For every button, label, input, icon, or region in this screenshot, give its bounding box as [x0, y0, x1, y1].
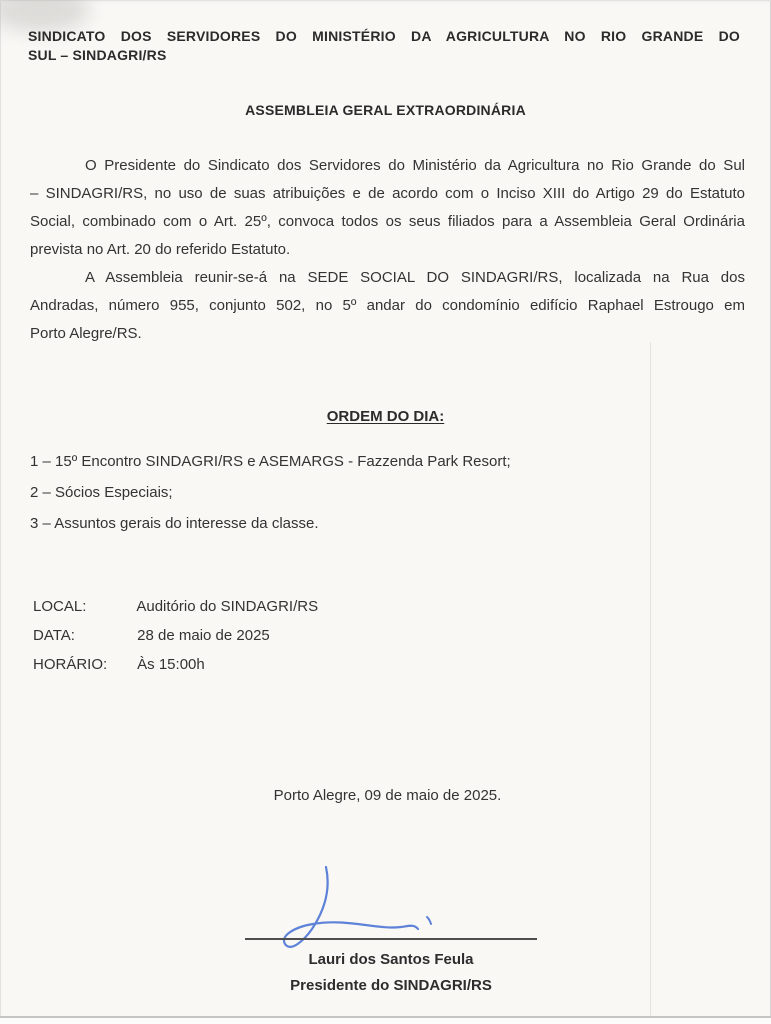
agenda-heading — [0, 408, 771, 425]
signature-block — [245, 855, 537, 1015]
agenda-heading-text: ORDEM DO DIA: — [326, 408, 445, 425]
agenda-item-1: 1 – 15º Encontro SINDAGRI/RS e ASEMARGS - Fazzenda Park Resort; — [30, 453, 511, 470]
detail-value-data: 28 de maio de 2025 — [137, 627, 270, 644]
signature-ink — [245, 855, 537, 955]
scan-artifact-line — [650, 342, 651, 1016]
detail-label-data: DATA: — [33, 627, 75, 644]
paragraph-line: A Assembleia reunir-se-á na SEDE SOCIAL DO SINDAGRI/RS, localizada na Rua dos — [85, 269, 745, 286]
agenda-item-3: 3 – Assuntos gerais do interesse da classe. — [30, 515, 319, 532]
signer-name: Lauri dos Santos Feula — [308, 951, 474, 968]
paragraph-line: Porto Alegre/RS. — [30, 325, 142, 342]
body-text — [30, 152, 745, 348]
scan-bottom-margin — [0, 1018, 771, 1024]
detail-value-local: Auditório do SINDAGRI/RS — [136, 598, 319, 615]
paragraph-line: prevista no Art. 20 do referido Estatuto. — [30, 241, 291, 258]
paragraph-line: Andradas, número 955, conjunto 502, no 5º andar do condomínio edifício Raphael Estrougo em — [30, 297, 745, 314]
document-title: ASSEMBLEIA GERAL EXTRAORDINÁRIA — [245, 102, 526, 118]
detail-row-horario — [33, 650, 318, 679]
org-name — [28, 27, 740, 65]
detail-value-horario: Às 15:00h — [137, 656, 205, 673]
detail-label-local: LOCAL: — [33, 598, 87, 615]
org-name-line-2: SUL – SINDAGRI/RS — [28, 47, 167, 63]
org-name-line-1: SINDICATO DOS SERVIDORES DO MINISTÉRIO DA AGRICULTURA NO RIO GRANDE DO — [28, 28, 740, 44]
detail-row-data — [33, 621, 318, 650]
paragraph-line: – SINDAGRI/RS, no uso de suas atribuições e de acordo com o Inciso XIII do Artigo 29 do Estatuto — [30, 185, 745, 202]
signer-role: Presidente do SINDAGRI/RS — [290, 977, 492, 994]
agenda-list — [30, 446, 745, 539]
detail-row-local — [33, 592, 318, 621]
signature-line — [245, 938, 537, 940]
paragraph-line: Social, combinado com o Art. 25º, convoca todos os seus filiados para a Assembleia Geral Ordinária — [30, 213, 745, 230]
dateline: Porto Alegre, 09 de maio de 2025. — [273, 787, 502, 804]
event-details — [33, 592, 318, 679]
paragraph-line: O Presidente do Sindicato dos Servidores do Ministério da Agricultura no Rio Grande do Sul — [85, 157, 745, 174]
detail-label-horario: HORÁRIO: — [33, 656, 108, 673]
agenda-item-2: 2 – Sócios Especiais; — [30, 484, 173, 501]
